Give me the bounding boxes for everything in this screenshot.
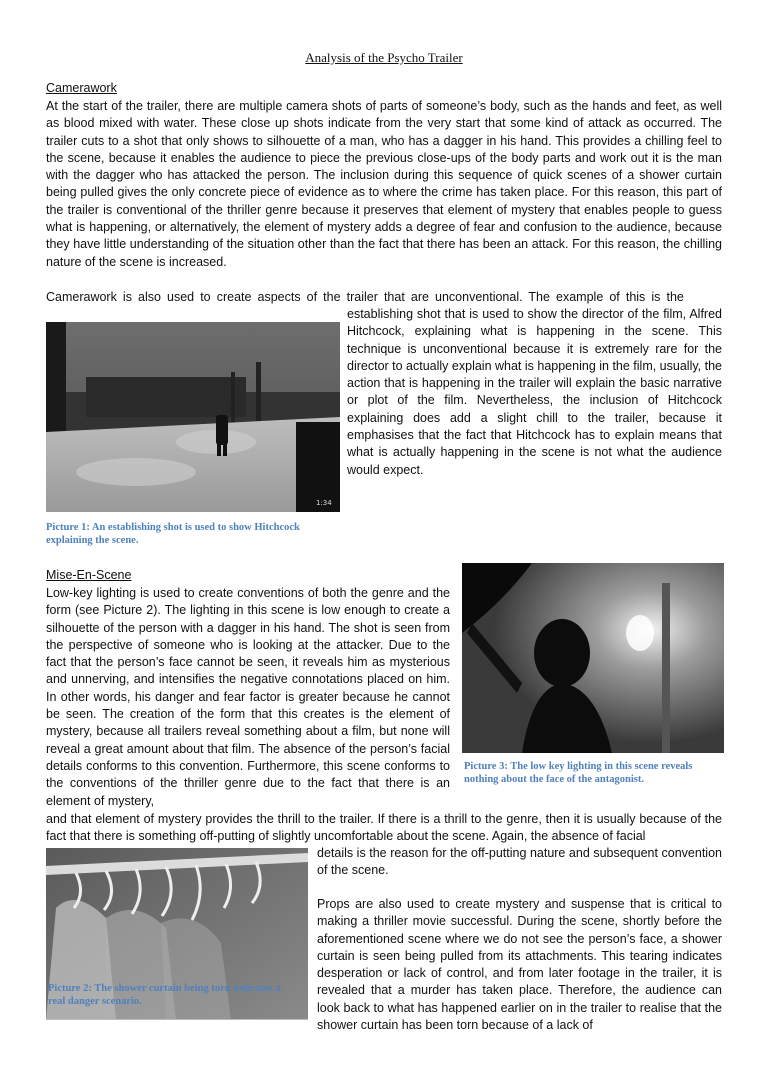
mise-en-scene-paragraph-1-full: and that element of mystery provides the thrill to the trailer. If there is a thrill to the genre, then it is usually because of the fact that there is something off-putting of slightly uncomfortable about the scene. Again, the absence of facial <box>46 812 722 844</box>
camerawork-paragraph-2-wrap: establishing shot that is used to show the director of the film, Alfred Hitchcock, explaining what is happening in the scene. This technique is unconventional because it is extremely rare for the director to actually explain what is happening in the film, usually, the action that is happening in the trailer will explain the basic narrative or plot of the film. Nevertheless, the inclusion of Hitchcock explaining does add a slight chill to the trailer, because it emphasises that the fact that Hitchcock has to explain means that what is actually happening in the scene is not what the audience would expect. <box>347 307 722 477</box>
camerawork-paragraph-2-lead: Camerawork is also used to create aspects of the trailer that are unconventional. The example of this is the <box>46 290 684 304</box>
picture-3-silhouette-image <box>462 563 724 753</box>
picture-1-caption: Picture 1: An establishing shot is used to show Hitchcock explaining the scene. <box>46 522 300 546</box>
camerawork-paragraph-1: At the start of the trailer, there are multiple camera shots of parts of someone’s body, such as the hands and feet, as well as blood mixed with water. These close up shots indicate from the very start that some kind of attack as occurred. The trailer cuts to a shot that only shows to silhouette of a man, who has a dagger in his hand. This provides a chilling feel to the scene, because it enables the audience to piece the previous close-ups of the body parts and work out it is the man with the dagger who has attacked the person. The inclusion during this sequence of quick scenes of a shower curtain being pulled gives the only concrete piece of evidence as to where the crime has taken place. For this reason, this part of the trailer is conventional of the thriller genre because it preserves that element of mystery that enables people to guess what is happening, or alternatively, the element of mystery adds a degree of fear and confusion to the audience, because they have little understanding of the situation other than the fact that there has been an attack. For this reason, the chilling nature of the scene is increased. <box>46 99 722 269</box>
mise-en-scene-paragraph-1-wrap: Low-key lighting is used to create conventions of both the genre and the form (see Picture 2). The lighting in this scene is low enough to create a silhouette of the person with a dagger in his hand. The shot is seen from the perspective of someone who is looking at the attacker. Due to the fact that the person’s face cannot be seen, it reveals him as mysterious and unnerving, and intensifies the negative connotations placed on him. In other words, his danger and fear factor is greater because he cannot be seen. The creation of the form that this creates is the element of mystery, because all trailers reveal something about a film, but none will reveal a great amount about that film. The absence of the person’s facial details conforms to this convention. Furthermore, this scene conforms to the conventions of the thriller genre due to the fact that there is an element of mystery, <box>46 586 450 808</box>
picture-3-caption: Picture 3: The low key lighting in this scene reveals nothing about the face of the antagonist. <box>464 761 693 785</box>
mise-en-scene-paragraph-2: Props are also used to create mystery and suspense that is critical to making a thriller movie successful. During the scene, shortly before the aforementioned scene where we do not see the person’s face, a shower curtain is seen being pulled from its attachments. This tearing indicates desperation or lack of control, and from later footage in the trailer, it is revealed that a murder has taken place. Therefore, the audience can look back to what has happened earlier on in the trailer to realise that the shower curtain has been torn because of a lack of <box>317 897 722 1033</box>
picture-2-caption: Picture 2: The shower curtain being torn indicates a real danger scenario. <box>48 983 281 1007</box>
mise-en-scene-paragraph-1-tail: details is the reason for the off-putting nature and subsequent convention of the scene. <box>317 846 722 878</box>
page-title: Analysis of the Psycho Trailer <box>305 50 463 65</box>
camerawork-heading: Camerawork <box>46 81 117 95</box>
picture-1-hitchcock-image <box>46 322 340 512</box>
mise-en-scene-heading: Mise-En-Scene <box>46 568 132 582</box>
picture-1-timestamp: 1:34 <box>316 499 332 507</box>
picture-2-caption-underline <box>46 1019 308 1020</box>
